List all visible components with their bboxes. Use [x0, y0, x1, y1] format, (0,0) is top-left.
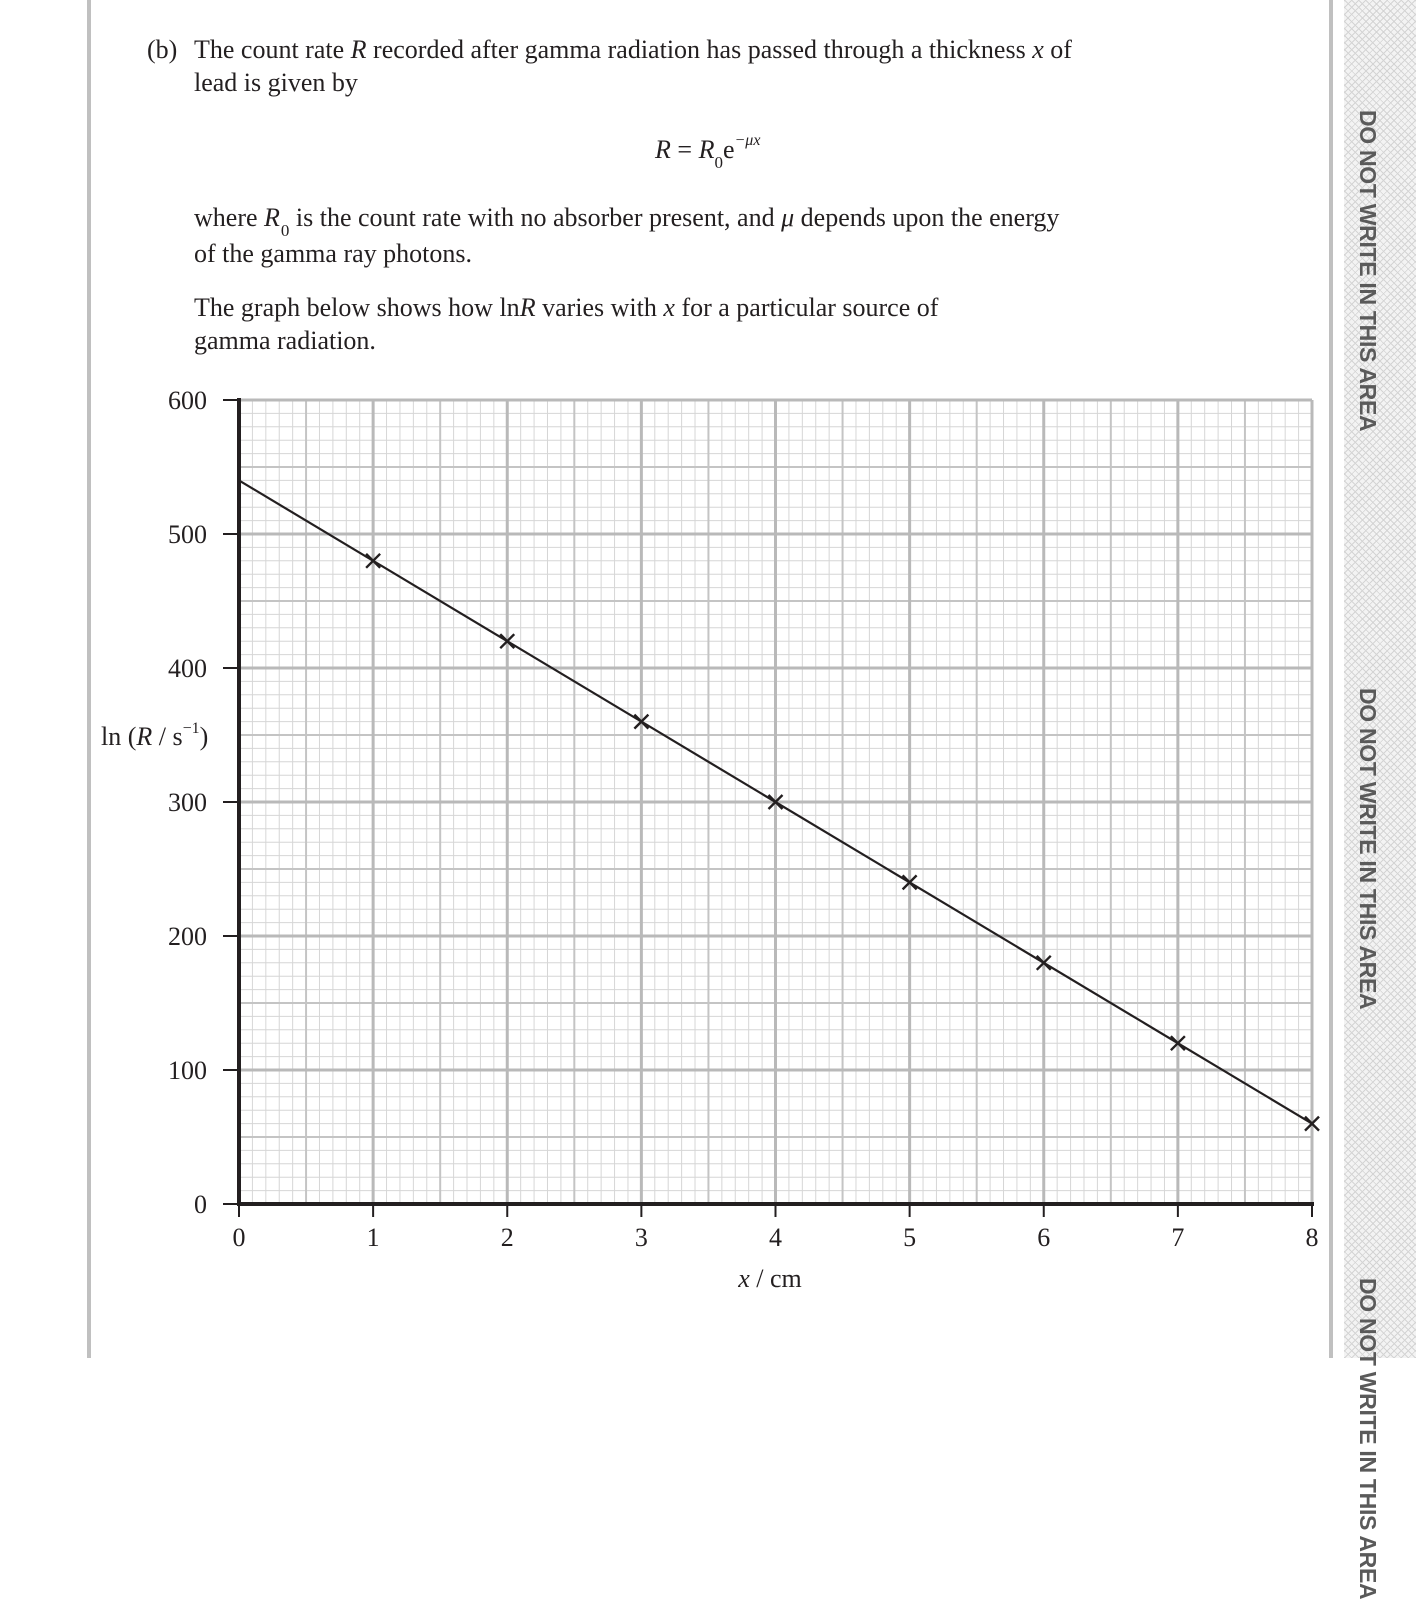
y-tick-label: 200: [168, 922, 207, 951]
formula-subscript: 0: [714, 153, 723, 172]
r0-subscript: 0: [280, 221, 290, 240]
definition-text-b: is the count rate with no absorber present, and: [289, 203, 782, 232]
intro-text-line2: lead is given by: [194, 68, 358, 97]
margin-warning-2: DO NOT WRITE IN THIS AREA: [1355, 688, 1381, 1010]
intro-text-b: recorded after gamma radiation has passed through a thickness: [366, 35, 1033, 64]
x-tick-label: 5: [903, 1223, 917, 1252]
y-tick-label: 100: [168, 1056, 207, 1085]
x-tick-label: 7: [1171, 1223, 1185, 1252]
y-axis-title-ln: ln (: [101, 722, 137, 751]
x-tick-label: 1: [366, 1223, 380, 1252]
x-axis-title-var: x: [738, 1264, 750, 1293]
x-tick-label: 8: [1305, 1223, 1319, 1252]
formula-equals: =: [670, 135, 699, 164]
y-axis-title-unit: / s: [152, 722, 183, 751]
y-tick-label: 600: [168, 386, 207, 415]
x-tick-label: 4: [769, 1223, 782, 1252]
x-axis-title-unit: / cm: [749, 1264, 802, 1293]
formula-exponent: −μx: [734, 132, 761, 149]
x-tick-label: 2: [500, 1223, 514, 1252]
x-tick-label: 6: [1037, 1223, 1051, 1252]
definition-text-c: depends upon the energy: [794, 203, 1060, 232]
y-tick-label: 0: [194, 1190, 207, 1219]
ticks: [168, 386, 1319, 1252]
question-label: (b): [147, 35, 178, 64]
intro-text-a: The count rate: [194, 35, 351, 64]
definition-text-a: where: [194, 203, 265, 232]
y-axis-title-var: R: [136, 722, 153, 751]
graph-intro-c: for a particular source of: [674, 293, 939, 322]
x-tick-label: 0: [232, 1223, 246, 1252]
formula-r: R: [698, 135, 715, 164]
x-tick-label: 3: [634, 1223, 648, 1252]
graph-intro-var-r: R: [519, 293, 536, 322]
definition-text-line2: of the gamma ray photons.: [194, 239, 472, 268]
graph-intro-b: varies with: [535, 293, 664, 322]
margin-warning-1: DO NOT WRITE IN THIS AREA: [1355, 110, 1381, 432]
intro-text-c: of: [1043, 35, 1072, 64]
var-x: x: [1032, 35, 1044, 64]
y-tick-label: 400: [168, 654, 207, 683]
graph-intro-a: The graph below shows how ln: [194, 293, 520, 322]
graph-intro-line2: gamma radiation.: [194, 326, 376, 355]
y-axis-title: [101, 720, 208, 751]
var-r: R: [350, 35, 367, 64]
y-axis-title-exp: −1: [182, 720, 200, 737]
y-tick-label: 300: [168, 788, 207, 817]
x-axis-title: [737, 1264, 802, 1293]
margin-warning-3: DO NOT WRITE IN THIS AREA: [1355, 1278, 1381, 1599]
mu-symbol: μ: [781, 203, 795, 232]
y-axis-title-close: ): [199, 722, 209, 751]
formula-lhs: R: [655, 135, 671, 164]
graph-intro-var-x: x: [663, 293, 675, 322]
r0-var: R: [264, 203, 280, 232]
formula-e: e: [722, 135, 735, 164]
y-tick-label: 500: [168, 520, 207, 549]
